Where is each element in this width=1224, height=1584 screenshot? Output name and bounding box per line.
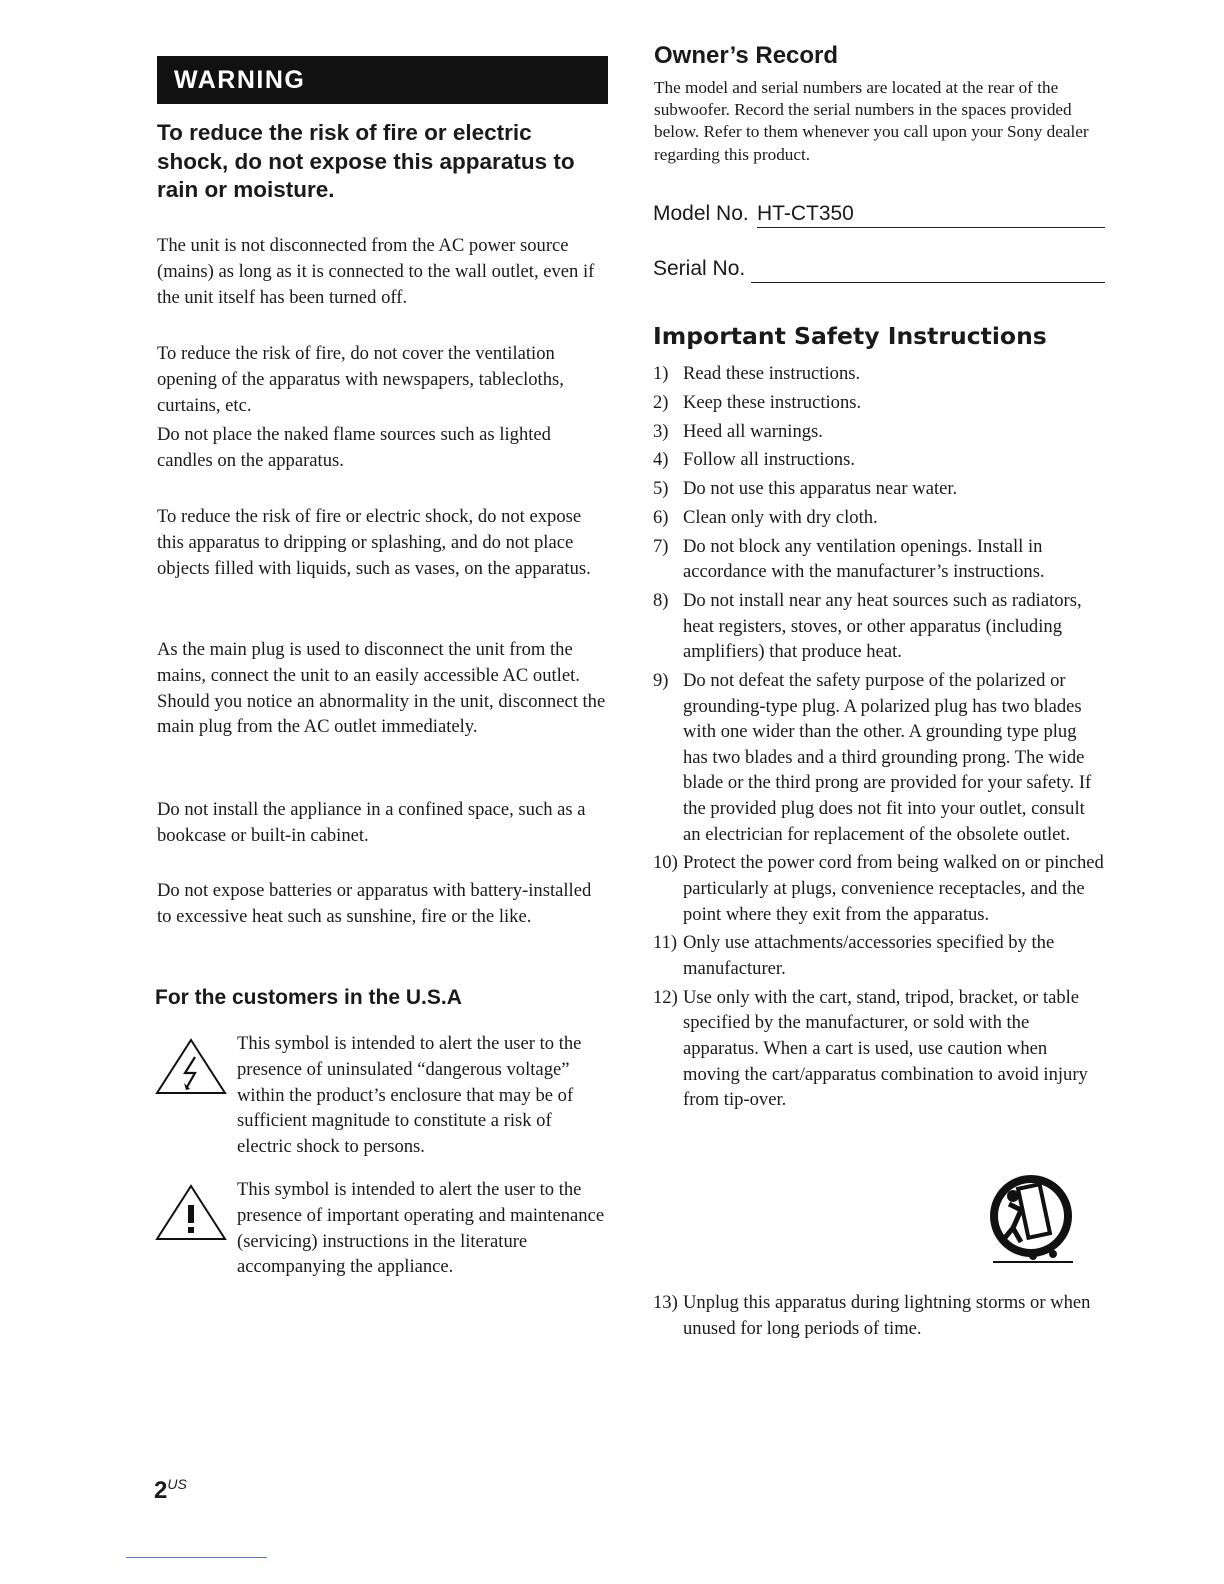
paragraph-ac-power: The unit is not disconnected from the AC power source (mains) as long as it is connected to the wall outlet, even if the unit itself has been turned off. <box>157 235 595 308</box>
page-number: $2^{US}$ <box>154 1476 187 1504</box>
list-item: 4) Follow all instructions. <box>653 449 855 471</box>
owners-record-heading: Owner’s Record <box>654 42 839 69</box>
list-item: 6) Clean only with dry cloth. <box>653 506 878 528</box>
model-value: HT-CT350 <box>757 202 854 225</box>
lightning-warning-icon <box>155 1037 227 1095</box>
owners-record-paragraph: The model and serial numbers are located at the rear of the subwoofer. Record the serial numbers in the spaces provided below. Refer to them whenever you call upon your Sony dealer regarding this product. <box>654 78 1089 164</box>
list-item: 2) Keep these instructions. <box>653 391 862 413</box>
list-item: 8) Do not install near any heat sources such as radiators, heat registers, stoves, or other apparatus (including amplifiers) that produce heat. <box>653 590 1082 663</box>
list-item: 10) Protect the power cord from being walked on or pinched particularly at plugs, convenience receptacles, and the point where they exit from the apparatus. <box>653 852 1104 925</box>
warning-banner <box>157 56 608 104</box>
list-item: 12) Use only with the cart, stand, tripod, bracket, or table specified by the manufacturer, or sold with the apparatus. When a cart is used, use caution when moving the cart/apparatus combination to avoid injury from tip-over. <box>653 986 1088 1111</box>
warning-title: WARNING <box>174 66 306 94</box>
safety-instruction-13 <box>653 1290 1105 1341</box>
model-number-field <box>653 196 1105 228</box>
symbol2-text: This symbol is intended to alert the user to the presence of important operating and maintenance (servicing) instructions in the literature accompanying the appliance. <box>237 1179 605 1278</box>
warning-heading: To reduce the risk of fire or electric shock, do not expose this apparatus to rain or moisture. <box>157 120 575 202</box>
list-item: 1) Read these instructions. <box>653 363 861 384</box>
safety-instructions-heading: Important Safety Instructions <box>653 322 1047 350</box>
cart-tip-over-icon <box>983 1170 1079 1268</box>
paragraph-batteries: Do not expose batteries or apparatus with battery-installed to excessive heat such as sunshine, fire or the like. <box>157 880 592 927</box>
paragraph-dripping: To reduce the risk of fire or electric shock, do not expose this apparatus to dripping or splashing, and do not place objects filled with liquids, such as vases, on the apparatus. <box>157 506 591 579</box>
usa-heading: For the customers in the U.S.A <box>155 986 462 1009</box>
model-label: Model No. <box>653 202 749 225</box>
paragraph-naked-flame: Do not place the naked flame sources such as lighted candles on the apparatus. <box>157 424 551 471</box>
list-item: 11) Only use attachments/accessories specified by the manufacturer. <box>653 932 1055 979</box>
serial-number-field <box>653 251 1105 283</box>
exclamation-warning-icon <box>155 1183 227 1241</box>
symbol-important-instructions <box>155 1177 605 1280</box>
paragraph-ventilation: To reduce the risk of fire, do not cover the ventilation opening of the apparatus with newspapers, tablecloths, curtains, etc. <box>157 343 564 416</box>
list-item: 7) Do not block any ventilation openings. Install in accordance with the manufacturer’s instructions. <box>653 535 1045 583</box>
serial-label: Serial No. <box>653 257 746 280</box>
list-item: 3) Heed all warnings. <box>653 420 823 442</box>
symbol-dangerous-voltage <box>155 1031 605 1160</box>
paragraph-main-plug: As the main plug is used to disconnect the unit from the mains, connect the unit to an easily accessible AC outlet. Should you notice an abnormality in the unit, disconnect the main plug from the AC outlet immediately. <box>157 639 606 738</box>
paragraph-confined-space: Do not install the appliance in a confined space, such as a bookcase or built-in cabinet. <box>157 799 586 846</box>
serial-underline <box>751 252 1105 283</box>
list-item: 5) Do not use this apparatus near water. <box>653 478 958 500</box>
page-suffix: US <box>167 1476 187 1492</box>
list-item: 9) Do not defeat the safety purpose of the polarized or grounding-type plug. A polarized plug has two blades with one wider than the other. A grounding type plug has two blades and a third grounding prong. The wide blade or the third prong are provided for your safety. If the provided plug does not fit into your outlet, consult an electrician for replacement of the obsolete outlet. <box>653 670 1092 845</box>
symbol1-text: This symbol is intended to alert the user to the presence of uninsulated “dangerous voltage” within the product’s enclosure that may be of sufficient magnitude to constitute a risk of electric shock to persons. <box>237 1033 582 1158</box>
footer-divider <box>126 1557 267 1558</box>
safety-instructions-list <box>653 361 1105 1116</box>
list-item: 13) Unplug this apparatus during lightning storms or when unused for long periods of time. <box>653 1292 1091 1339</box>
